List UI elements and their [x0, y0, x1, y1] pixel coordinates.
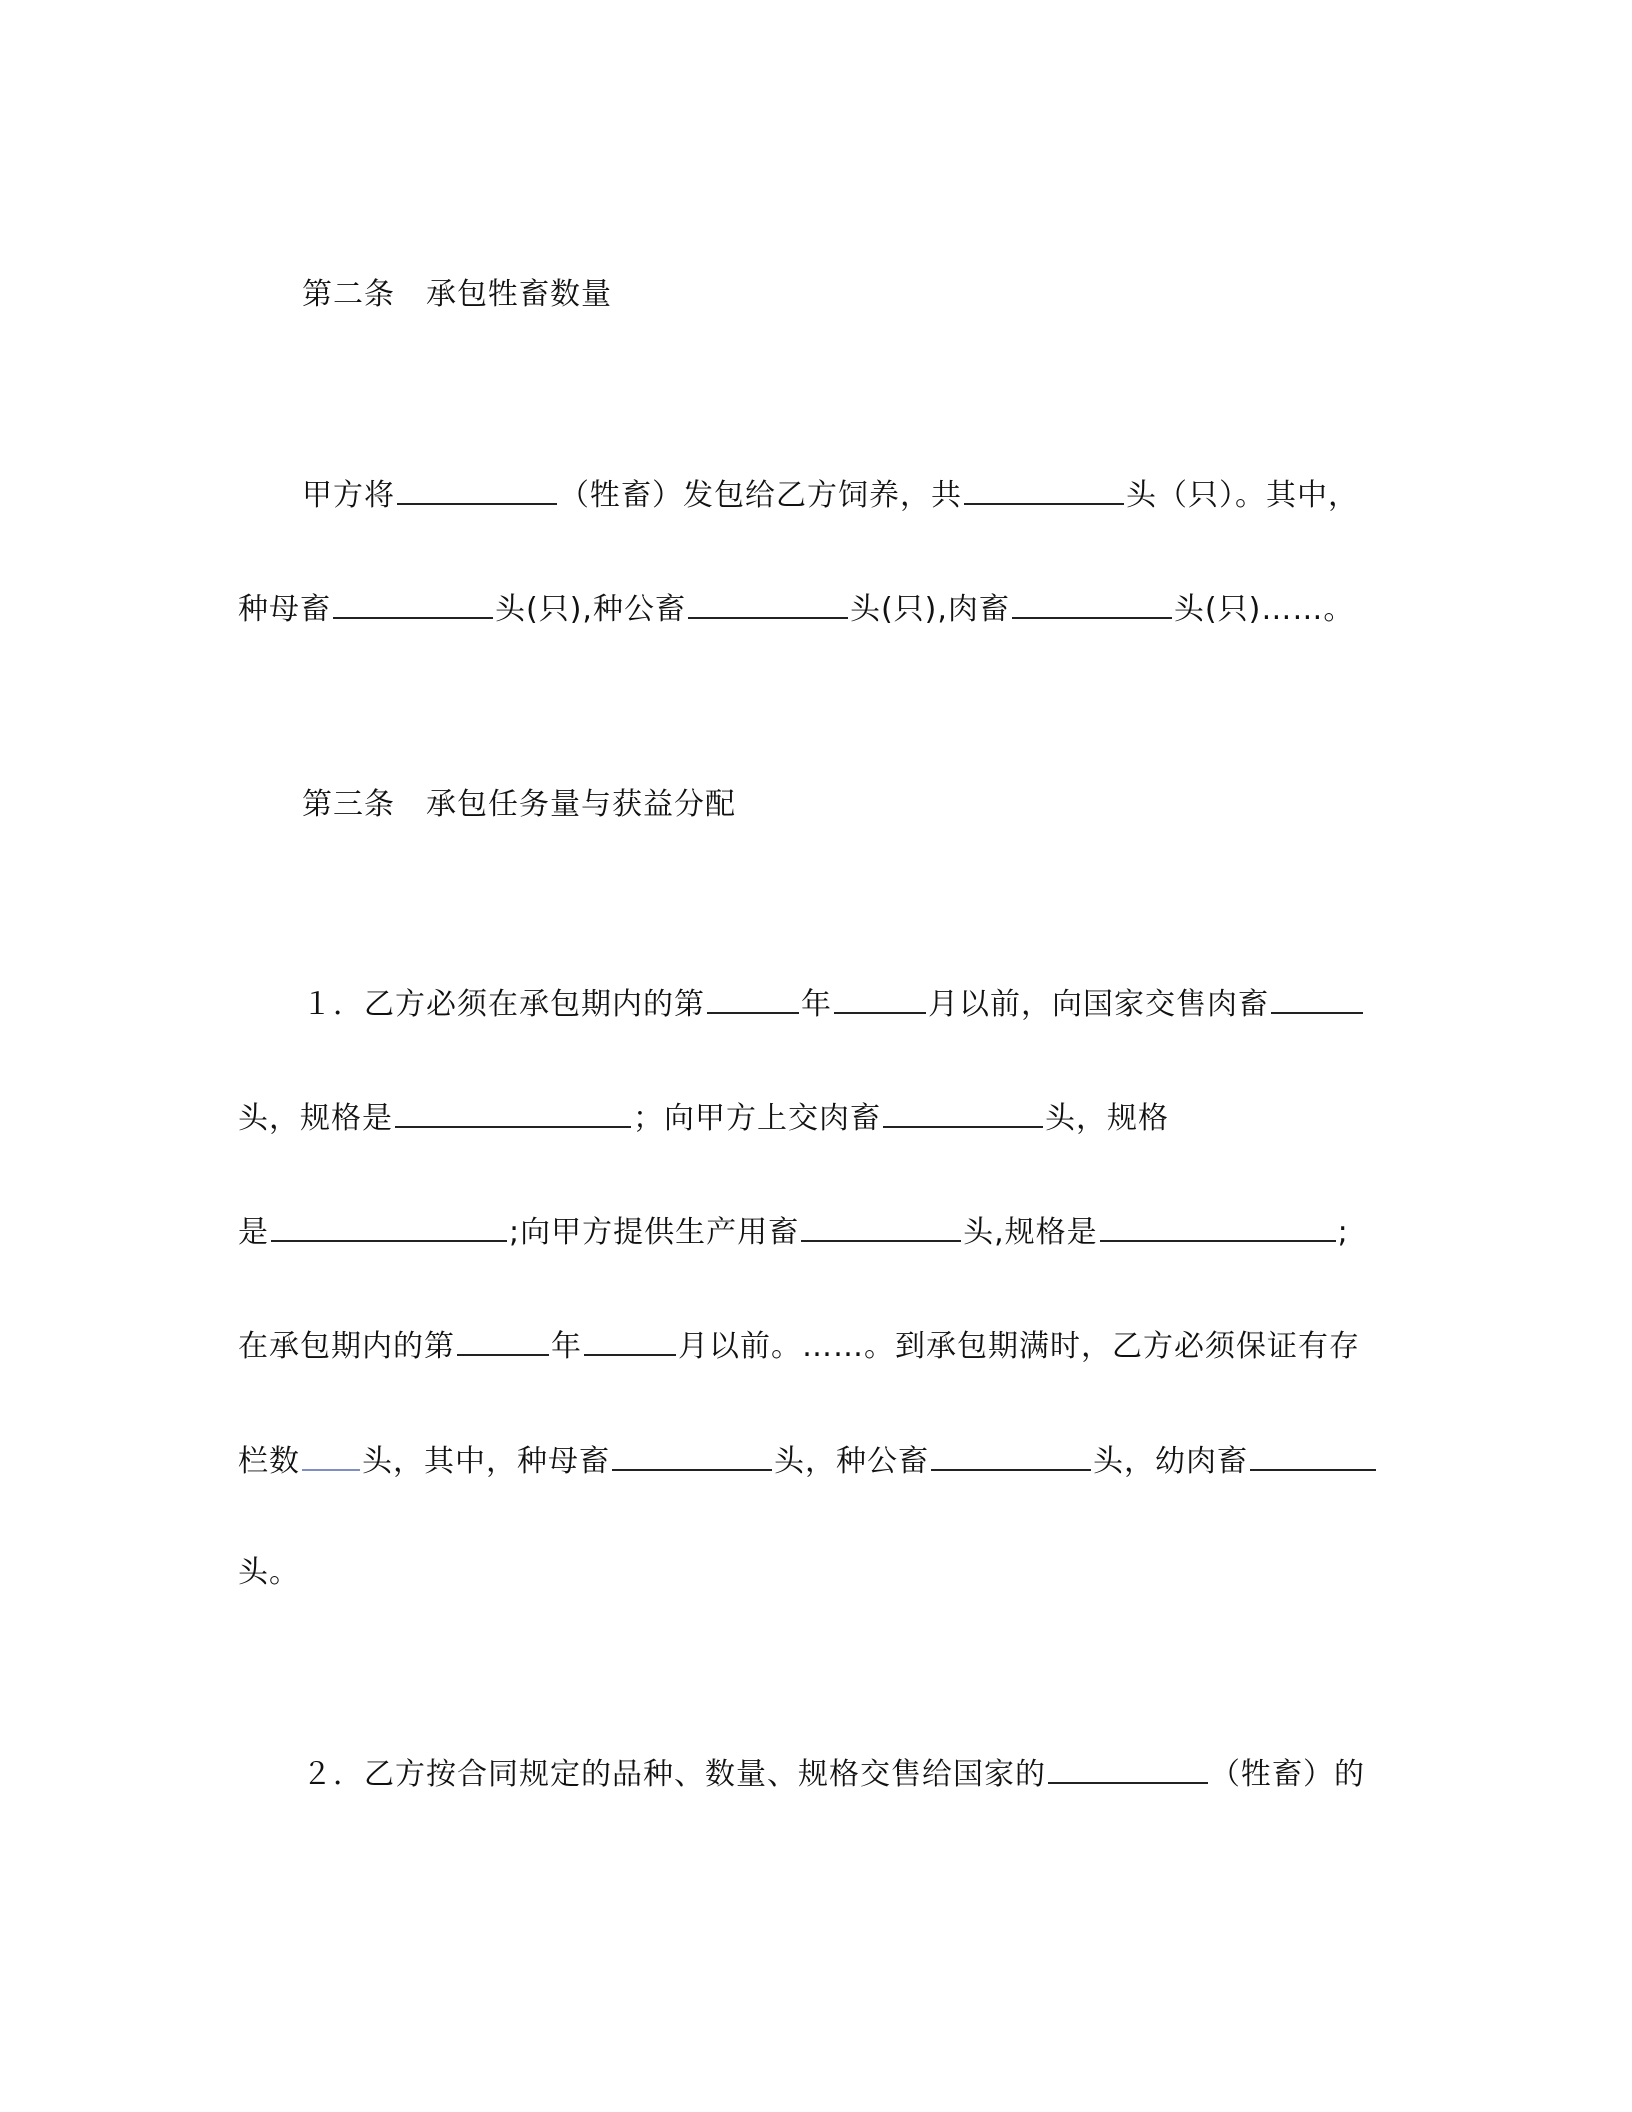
text: 头，规格是 — [238, 1101, 393, 1136]
blank-stock-young-meat[interactable] — [1250, 1439, 1376, 1471]
blank-livestock-type[interactable] — [397, 473, 557, 505]
text: ２．乙方按合同规定的品种、数量、规格交售给国家的 — [302, 1757, 1046, 1792]
blank-breeding-male-count[interactable] — [688, 587, 848, 619]
blank-state-sale-spec[interactable] — [395, 1096, 631, 1128]
article-3-item-1-line-3 — [238, 1210, 1349, 1253]
blank-production-livestock-count[interactable] — [801, 1210, 961, 1242]
text: 甲方将 — [302, 478, 395, 513]
text: 年 — [551, 1329, 582, 1364]
text: （牲畜）的 — [1210, 1757, 1365, 1792]
text: 头,规格是 — [963, 1215, 1098, 1250]
blank-month[interactable] — [834, 982, 926, 1014]
article-2-paragraph-2 — [238, 587, 1354, 630]
text: 头，规格 — [1045, 1101, 1169, 1136]
article-3-item-2-line-1 — [302, 1752, 1365, 1795]
article-3-item-1-line-5 — [238, 1439, 1378, 1482]
text: 年 — [801, 987, 832, 1022]
text: 头(只),肉畜 — [849, 592, 1010, 627]
blank-stock-count[interactable] — [302, 1439, 360, 1471]
blank-total-count[interactable] — [964, 473, 1124, 505]
text: １．乙方必须在承包期内的第 — [302, 987, 705, 1022]
blank-meat-livestock-count[interactable] — [1012, 587, 1172, 619]
blank-state-sale-count[interactable] — [1271, 982, 1363, 1014]
blank-stock-breeding-female[interactable] — [612, 1439, 772, 1471]
text: ;向甲方提供生产用畜 — [509, 1215, 800, 1250]
blank-production-livestock-spec[interactable] — [1100, 1210, 1336, 1242]
text: （牲畜）发包给乙方饲养，共 — [559, 478, 962, 513]
article-3-item-1-line-2 — [238, 1096, 1169, 1139]
text: 头，幼肉畜 — [1093, 1444, 1248, 1479]
text: 头，种公畜 — [774, 1444, 929, 1479]
text: 头(只)……。 — [1173, 592, 1355, 627]
text: 种母畜 — [238, 592, 331, 627]
blank-year[interactable] — [707, 982, 799, 1014]
blank-item-2-livestock[interactable] — [1048, 1752, 1208, 1784]
text: 月以前，向国家交售肉畜 — [928, 987, 1269, 1022]
blank-stock-breeding-male[interactable] — [931, 1439, 1091, 1471]
text: 头(只),种公畜 — [495, 592, 686, 627]
article-3-item-1-line-1 — [302, 982, 1365, 1025]
text: 头。 — [238, 1555, 300, 1590]
article-3-heading: 第三条 承包任务量与获益分配 — [302, 787, 736, 822]
blank-month-2[interactable] — [584, 1324, 676, 1356]
blank-year-2[interactable] — [457, 1324, 549, 1356]
blank-party-a-meat-count[interactable] — [883, 1096, 1043, 1128]
text: 栏数 — [238, 1444, 300, 1479]
text: 在承包期内的第 — [238, 1329, 455, 1364]
text: 是 — [238, 1215, 269, 1250]
article-3-item-1-line-6 — [238, 1553, 300, 1593]
article-3-item-1-line-4 — [238, 1324, 1360, 1367]
text: ；向甲方上交肉畜 — [633, 1101, 881, 1136]
article-2-paragraph-1 — [302, 473, 1359, 516]
text: ; — [1337, 1215, 1349, 1250]
blank-breeding-female-count[interactable] — [333, 587, 493, 619]
text: 头（只）。其中， — [1126, 478, 1359, 513]
blank-party-a-meat-spec[interactable] — [271, 1210, 507, 1242]
text: 月以前。……。到承包期满时，乙方必须保证有存 — [678, 1329, 1360, 1364]
article-2-heading: 第二条 承包牲畜数量 — [302, 277, 612, 312]
text: 头，其中，种母畜 — [362, 1444, 610, 1479]
